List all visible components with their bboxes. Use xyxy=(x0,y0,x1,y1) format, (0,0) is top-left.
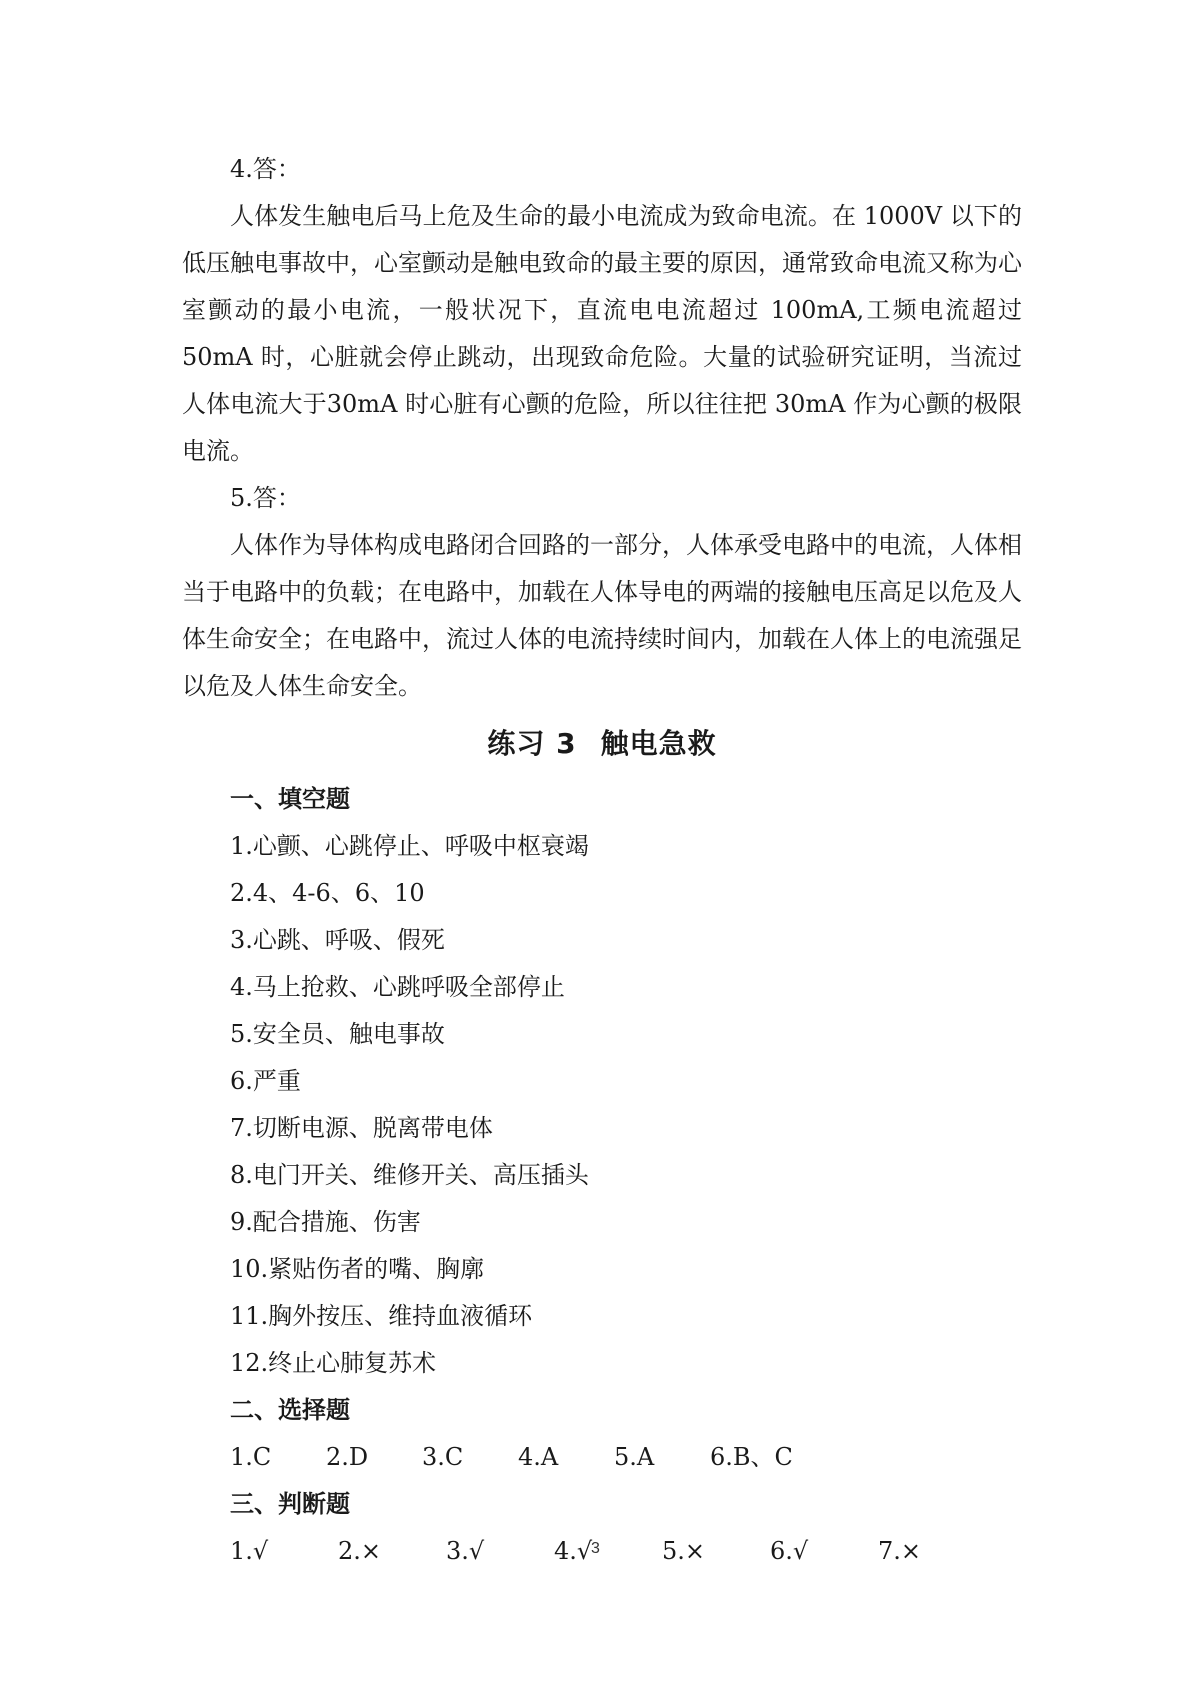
section-name: 触电急救 xyxy=(600,727,717,760)
page-number: 3 xyxy=(591,1540,600,1557)
fill-blank-item: 11.胸外按压、维持血液循环 xyxy=(230,1302,533,1330)
mc-answer: 3.C xyxy=(422,1443,464,1471)
multiple-choice-answers xyxy=(182,1434,1022,1481)
q4-label: 4.答： xyxy=(230,155,301,183)
tf-answer: 4.√ xyxy=(554,1537,593,1565)
tf-answer: 3.√ xyxy=(446,1537,485,1565)
fill-blank-item: 12.终止心肺复苏术 xyxy=(230,1349,437,1377)
fill-blank-item: 6.严重 xyxy=(230,1067,301,1095)
fill-blank-item: 10.紧贴伤者的嘴、胸廓 xyxy=(230,1255,485,1283)
page-content xyxy=(182,146,1022,1575)
fill-blank-item: 4.马上抢救、心跳呼吸全部停止 xyxy=(230,973,565,1001)
tf-answer: 6.√ xyxy=(770,1537,809,1565)
section-number: 练习 3 xyxy=(487,727,577,760)
fill-blank-item: 3.心跳、呼吸、假死 xyxy=(230,926,445,954)
tf-answer: 5.× xyxy=(662,1537,706,1565)
tf-answer: 2.× xyxy=(338,1537,382,1565)
fill-blank-item: 5.安全员、触电事故 xyxy=(230,1020,445,1048)
q4-answer: 人体发生触电后马上危及生命的最小电流成为致命电流。在 1000V 以下的低压触电事故中，心室颤动是触电致命的最主要的原因，通常致命电流又称为心室颤动的最小电流，一般状况下，直流电电流超过 100mA,工频电流超过 50mA 时，心脏就会停止跳动，出现致命危险。大量的试验研究证明，当流过人体电流大于30mA 时心脏有心颤的危险，所以往往把 30mA 作为心颤的极限电流。 xyxy=(182,202,1022,465)
tf-answer: 7.× xyxy=(878,1537,922,1565)
fill-blank-item: 8.电门开关、维修开关、高压插头 xyxy=(230,1161,589,1189)
mc-answer: 1.C xyxy=(230,1443,272,1471)
multiple-choice-heading: 二、选择题 xyxy=(230,1396,350,1424)
fill-blank-item: 9.配合措施、伤害 xyxy=(230,1208,421,1236)
section-title xyxy=(182,714,1022,774)
fill-blank-item: 1.心颤、心跳停止、呼吸中枢衰竭 xyxy=(230,832,589,860)
mc-answer: 4.A xyxy=(518,1443,559,1471)
q5-answer: 人体作为导体构成电路闭合回路的一部分，人体承受电路中的电流，人体相当于电路中的负载；在电路中，加载在人体导电的两端的接触电压高足以危及人体生命安全；在电路中，流过人体的电流持续时间内，加载在人体上的电流强足以危及人体生命安全。 xyxy=(182,531,1022,700)
mc-answer: 6.B、C xyxy=(710,1443,793,1471)
tf-answer: 1.√ xyxy=(230,1537,269,1565)
true-false-heading: 三、判断题 xyxy=(230,1490,350,1518)
mc-answer: 5.A xyxy=(614,1443,655,1471)
q5-label: 5.答： xyxy=(230,484,301,512)
mc-answer: 2.D xyxy=(326,1443,369,1471)
fill-blank-heading: 一、填空题 xyxy=(230,785,350,813)
fill-blank-item: 2.4、4-6、6、10 xyxy=(230,879,425,907)
fill-blank-item: 7.切断电源、脱离带电体 xyxy=(230,1114,493,1142)
